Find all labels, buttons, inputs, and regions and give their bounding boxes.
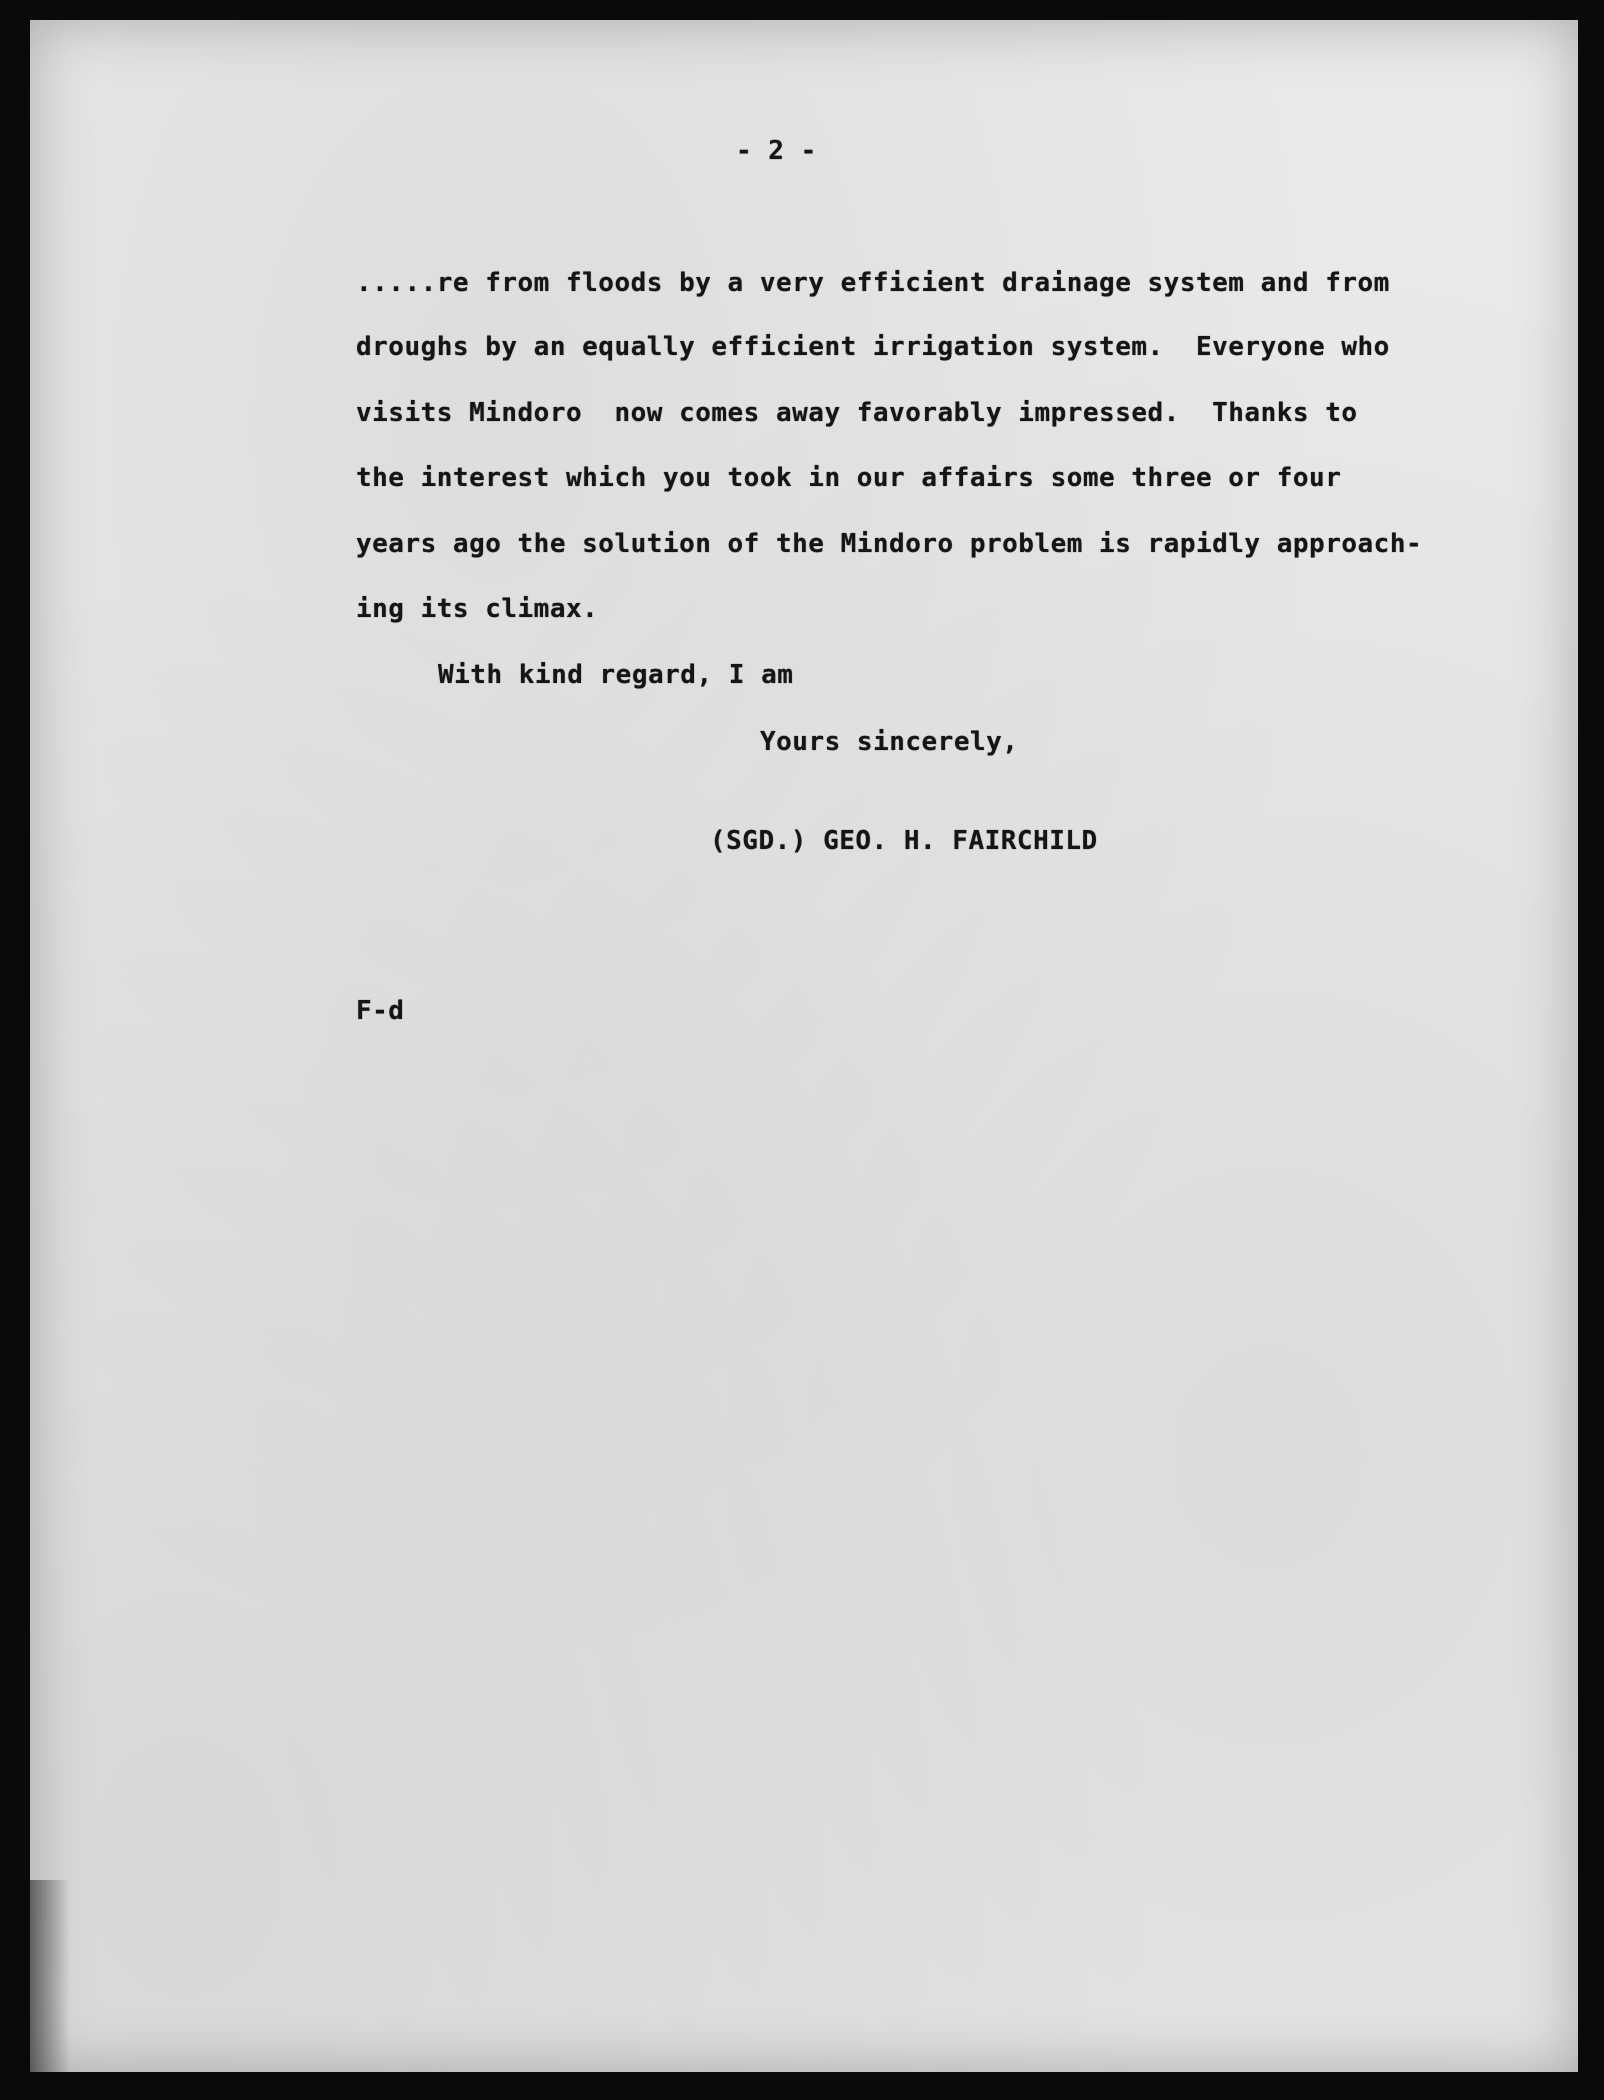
valediction: Yours sincerely, <box>760 727 1019 757</box>
body-line: years ago the solution of the Mindoro problem is rapidly approach- <box>356 529 1423 559</box>
page-number: - 2 - <box>736 136 817 166</box>
body-line: the interest which you took in our affairs some three or four <box>356 463 1342 493</box>
body-line: ing its climax. <box>356 594 599 624</box>
document-page <box>30 20 1578 2072</box>
typist-initials: F-d <box>356 996 405 1026</box>
torn-edge-shadow <box>30 1880 70 2072</box>
body-line: .....re from floods by a very efficient drainage system and from <box>356 268 1390 298</box>
closing-line: With kind regard, I am <box>438 660 794 690</box>
body-line: visits Mindoro now comes away favorably impressed. Thanks to <box>356 398 1358 428</box>
signature-line: (SGD.) GEO. H. FAIRCHILD <box>710 826 1098 856</box>
body-line: droughs by an equally efficient irrigation system. Everyone who <box>356 332 1390 362</box>
